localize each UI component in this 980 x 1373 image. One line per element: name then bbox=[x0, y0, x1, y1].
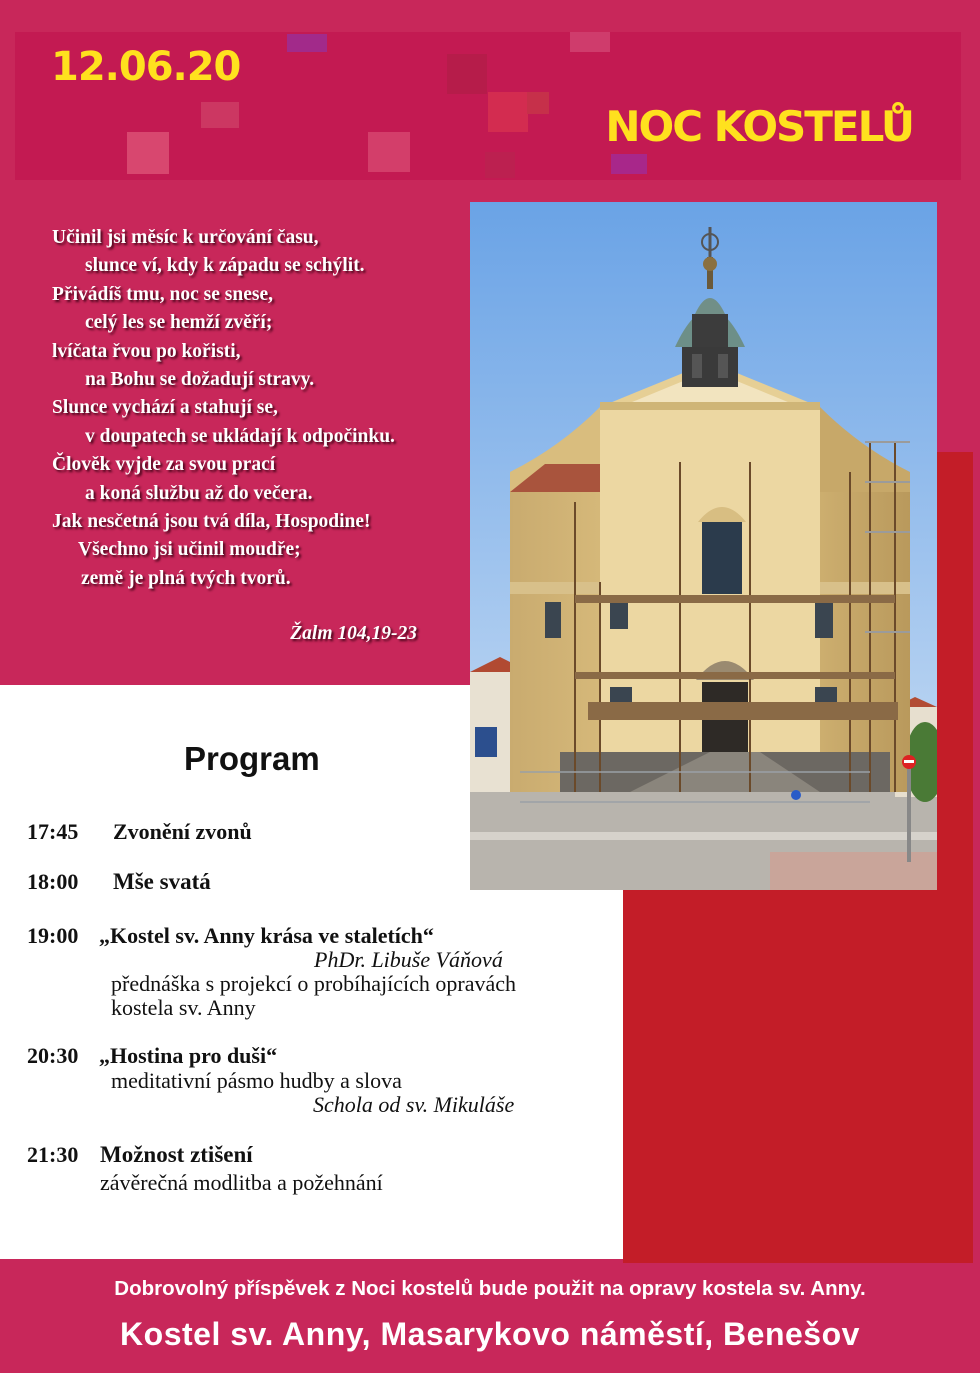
decor-square bbox=[287, 34, 327, 52]
program-title: „Kostel sv. Anny krása ve staletích“ bbox=[99, 923, 434, 948]
program-time: 18:00 bbox=[27, 869, 79, 894]
program-item bbox=[27, 869, 587, 897]
psalm-line: Jak nesčetná jsou tvá díla, Hospodine! bbox=[52, 511, 371, 533]
program-title: Možnost ztišení bbox=[100, 1142, 253, 1167]
decor-square bbox=[447, 54, 487, 94]
decor-square bbox=[611, 154, 647, 174]
donation-note: Dobrovolný příspěvek z Noci kostelů bude použit na opravy kostela sv. Anny. bbox=[114, 1277, 866, 1300]
decor-square bbox=[485, 152, 515, 178]
program-item bbox=[27, 1142, 607, 1198]
program-title: Mše svatá bbox=[113, 869, 211, 894]
program-speaker: PhDr. Libuše Váňová bbox=[314, 947, 503, 972]
event-location: Kostel sv. Anny, Masarykovo náměstí, Benešov bbox=[120, 1316, 860, 1352]
psalm-line: Učinil jsi měsíc k určování času, bbox=[52, 227, 319, 248]
psalm-line: Všechno jsi učinil moudře; bbox=[78, 539, 301, 561]
program-title: „Hostina pro duši“ bbox=[99, 1043, 278, 1068]
event-date: 12.06.20 bbox=[51, 44, 241, 90]
psalm-line: Člověk vyjde za svou prací bbox=[52, 454, 276, 476]
program-item bbox=[27, 923, 607, 1023]
program-item bbox=[27, 1043, 607, 1119]
program-description: kostela sv. Anny bbox=[111, 995, 256, 1020]
program-title: Zvonění zvonů bbox=[113, 819, 252, 844]
header-banner bbox=[15, 32, 961, 180]
decor-square bbox=[570, 32, 610, 52]
program-time: 21:30 bbox=[27, 1142, 79, 1167]
psalm-line: Slunce vychází a stahují se, bbox=[52, 397, 278, 419]
program-time: 19:00 bbox=[27, 923, 79, 948]
program-description: závěrečná modlitba a požehnání bbox=[100, 1170, 383, 1195]
psalm-line: v doupatech se ukládají k odpočinku. bbox=[85, 425, 395, 447]
program-time: 20:30 bbox=[27, 1043, 79, 1068]
decor-square bbox=[527, 92, 549, 114]
program-item bbox=[27, 819, 587, 845]
psalm-quote bbox=[52, 224, 462, 644]
program-description: přednáška s projekcí o probíhajících opravách bbox=[111, 971, 517, 996]
program-description: meditativní pásmo hudby a slova bbox=[111, 1068, 402, 1093]
program-speaker: Schola od sv. Mikuláše bbox=[313, 1092, 515, 1117]
decor-square bbox=[201, 102, 239, 128]
psalm-line: Přivádíš tmu, noc se snese, bbox=[52, 283, 273, 305]
psalm-line: lvíčata řvou po kořisti, bbox=[52, 340, 241, 362]
church-photo bbox=[470, 202, 937, 890]
psalm-line: a koná službu až do večera. bbox=[85, 482, 313, 504]
decor-square bbox=[368, 132, 410, 172]
decor-square bbox=[488, 92, 528, 132]
psalm-line: na Bohu se dožadují stravy. bbox=[85, 369, 315, 391]
psalm-line: celý les se hemží zvěří; bbox=[85, 312, 273, 334]
decor-square bbox=[127, 132, 169, 174]
psalm-line: země je plná tvých tvorů. bbox=[81, 567, 291, 589]
psalm-reference: Žalm 104,19-23 bbox=[290, 623, 417, 644]
program-time: 17:45 bbox=[27, 819, 79, 844]
event-title: NOC KOSTELŮ bbox=[605, 102, 913, 151]
program-heading: Program bbox=[184, 740, 320, 777]
psalm-line: slunce ví, kdy k západu se schýlit. bbox=[85, 255, 365, 277]
